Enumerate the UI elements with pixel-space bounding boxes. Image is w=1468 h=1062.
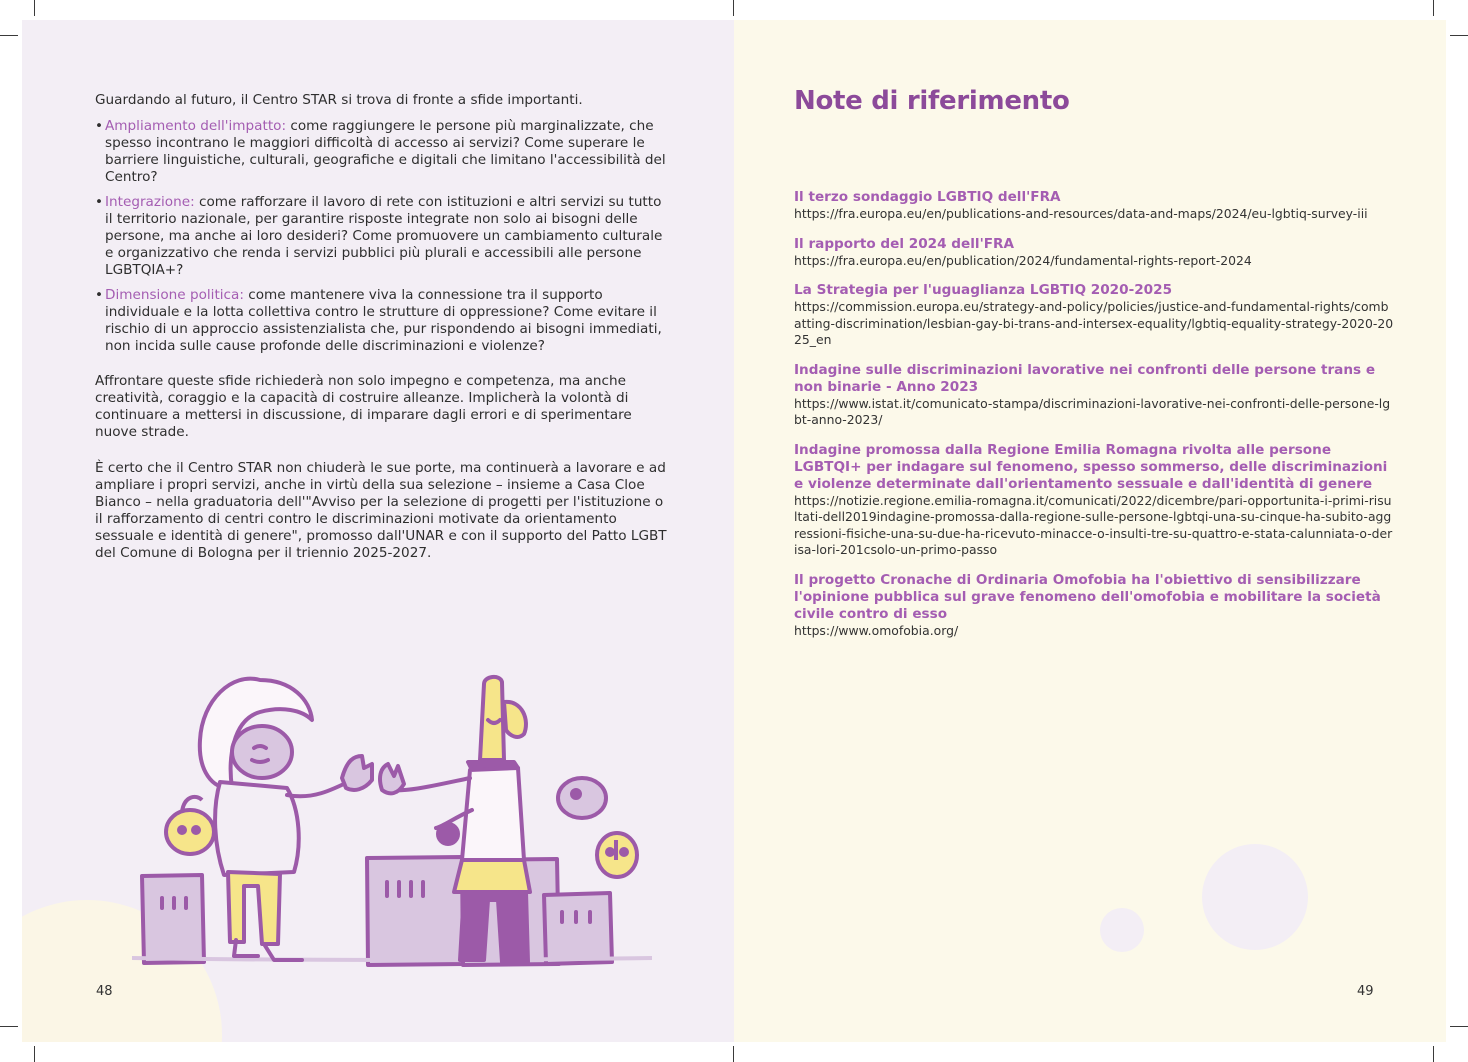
reference-title: Il rapporto del 2024 dell'FRA [794,235,1015,252]
right-page [734,20,1446,1042]
reference-item [794,572,1394,640]
page-number: 49 [1357,984,1374,999]
challenge-list [95,118,673,355]
crop-mark [0,1026,18,1027]
challenge-text: come mantenere viva la connessione tra il supporto individuale e la lotta collettiva contro le strutture di oppressione? Come evitare il rischio di un approccio assistenzialista che, pur rispondendo ai bisogni immediati, non incida sulle cause profonde delle discriminazioni e violenze? [105,287,662,354]
crop-mark [733,0,734,16]
challenge-term: Dimensione politica: [105,287,244,303]
challenge-item [95,194,673,279]
floating-head-icon [558,778,606,818]
decorative-circle [1202,844,1308,950]
reference-title: La Strategia per l'uguaglianza LGBTIQ 2020-2025 [794,282,1173,298]
reference-item [794,236,1394,270]
crop-mark [1450,35,1468,36]
crop-mark [1433,0,1434,16]
future-paragraph: È certo che il Centro STAR non chiuderà le sue porte, ma continuerà a lavorare e ad ampliare i propri servizi, anche in virtù della sua selezione – insieme a Casa Cloe Bianco – nella graduatoria dell'"Avviso per la selezione di progetti per l'istituzione o il rafforzamento di centri contro le discriminazioni motivate da orientamento sessuale e identità di genere", promosso dall'UNAR e con il supporto del Patto LGBT del Comune di Bologna per il triennio 2025-2027. [95,460,667,561]
intro-paragraph: Guardando al futuro, il Centro STAR si trova di fronte a sfide importanti. [95,92,583,108]
challenge-item [95,287,673,355]
reference-title: Il progetto Cronache di Ordinaria Omofobia ha l'obiettivo di sensibilizzare l'opinione pubblica sul grave fenomeno dell'omofobia e mobilitare la società civile contro di esso [794,571,1381,622]
reference-item [794,282,1394,349]
reference-title: Indagine promossa dalla Regione Emilia Romagna rivolta alle persone LGBTQI+ per indagare sul fenomeno, spesso sommerso, delle discriminazioni e violenze determinate dall'orientamento sessuale e dall'identità di genere [794,441,1388,492]
challenge-text: come raggiungere le persone più marginalizzate, che spesso incontrano le maggiori difficoltà di accesso ai servizi? Come superare le barriere linguistiche, culturali, geografiche e digitali che limitano l'accessibilità del Centro? [105,118,666,185]
reference-item [794,189,1394,223]
illustration [132,660,652,1000]
reference-link[interactable]: https://notizie.regione.emilia-romagna.it/comunicati/2022/dicembre/pari-opportunita-i-primi-risultati-dell2019indagine-promossa-dalla-regione-sulle-persone-lgbtqi-una-su-cinque-ha-subito-aggressioni-fisiche-una-su-due-ha-ricevuto-minacce-o-insulti-tre-su-quattro-e-stata-calunniata-o-derisa-lori-201csolo-un-primo-passo [794,492,1393,557]
page-title: Note di riferimento [794,86,1070,116]
decorative-circle [1100,908,1144,952]
challenge-text: come rafforzare il lavoro di rete con istituzioni e altri servizi su tutto il territorio nazionale, per garantire risposte integrate non solo ai bisogni delle persone, ma anche ai loro desideri? Come promuovere un cambiamento culturale e organizzativo che renda i servizi pubblici più plurali e accessibili alle persone LGBTQIA+? [105,194,663,278]
reference-list [794,189,1394,652]
crop-mark [1450,1026,1468,1027]
bullet-dot: • [95,287,104,303]
floating-head-icon [166,797,214,854]
reference-link[interactable]: https://fra.europa.eu/en/publications-and-resources/data-and-maps/2024/eu-lgbtiq-survey-iii [794,206,1368,221]
left-page-text [95,92,673,562]
page-number: 48 [96,984,113,999]
crop-mark [34,1046,35,1062]
crop-mark [34,0,35,16]
person-left-icon [200,679,372,960]
challenge-term: Ampliamento dell'impatto: [105,118,287,134]
floating-head-icon [597,833,637,877]
reference-link[interactable]: https://fra.europa.eu/en/publication/2024/fundamental-rights-report-2024 [794,252,1252,268]
reference-title: Il terzo sondaggio LGBTIQ dell'FRA [794,189,1061,205]
reference-link[interactable]: https://www.omofobia.org/ [794,622,959,638]
bullet-dot: • [95,118,104,134]
crop-mark [1433,1046,1434,1062]
bullet-dot: • [95,194,104,210]
reference-link[interactable]: https://www.istat.it/comunicato-stampa/discriminazioni-lavorative-nei-confronti-delle-persone-lgbt-anno-2023/ [794,395,1391,427]
left-page [22,20,734,1042]
building-icon [142,857,612,965]
challenge-item [95,118,673,186]
challenge-term: Integrazione: [105,194,195,210]
challenges-paragraph: Affrontare queste sfide richiederà non solo impegno e competenza, ma anche creatività, coraggio e la capacità di costruire alleanze. Implicherà la volontà di continuare a mettersi in discussione, di imparare dagli errori e di sperimentare nuove strade. [95,373,632,440]
reference-item [794,362,1394,429]
reference-item [794,442,1394,559]
crop-mark [0,35,18,36]
reference-title: Indagine sulle discriminazioni lavorative nei confronti delle persone trans e non binarie - Anno 2023 [794,361,1376,395]
reference-link[interactable]: https://commission.europa.eu/strategy-and-policy/policies/justice-and-fundamental-rights/combatting-discrimination/lesbian-gay-bi-trans-and-intersex-equality/lgbtiq-equality-strategy-2020-2025_en [794,299,1394,347]
crop-mark [733,1046,734,1062]
